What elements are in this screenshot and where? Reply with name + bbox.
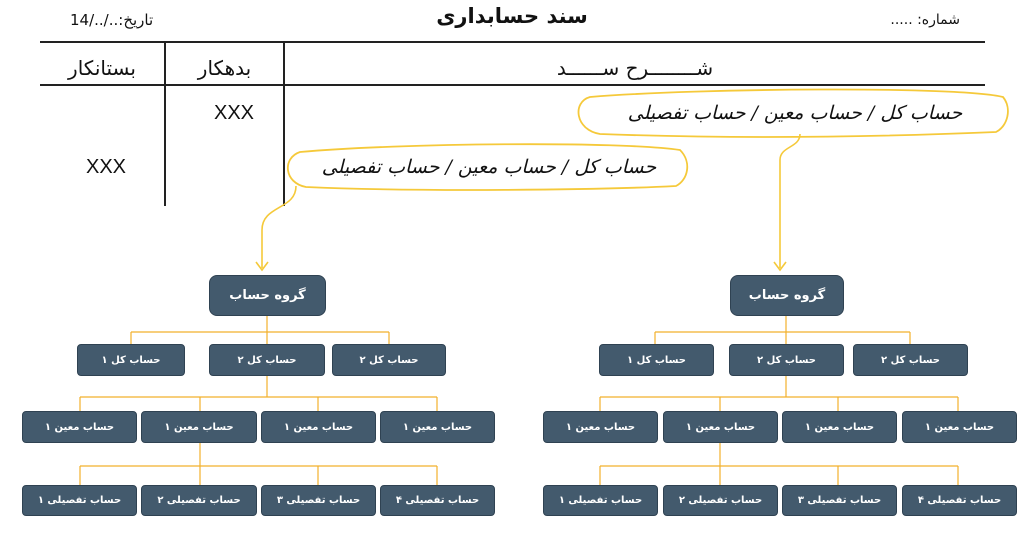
left-tree-detail-account: حساب تفصیلی ۱ (22, 485, 137, 516)
left-tree-subsidiary-account: حساب معین ۱ (22, 411, 137, 443)
right-tree-detail-account: حساب تفصیلی ۴ (902, 485, 1017, 516)
right-tree-detail-account: حساب تفصیلی ۱ (543, 485, 658, 516)
left-tree-detail-account: حساب تفصیلی ۴ (380, 485, 495, 516)
left-tree-general-account: حساب کل ۲ (209, 344, 325, 376)
right-tree-detail-account: حساب تفصیلی ۳ (782, 485, 897, 516)
right-tree-detail-account: حساب تفصیلی ۲ (663, 485, 778, 516)
document-number: شماره: ..... (890, 12, 960, 28)
left-tree-subsidiary-account: حساب معین ۱ (380, 411, 495, 443)
debit-amount: XXX (214, 102, 255, 124)
left-tree-general-account: حساب کل ۱ (77, 344, 185, 376)
right-tree-subsidiary-account: حساب معین ۱ (902, 411, 1017, 443)
left-tree-subsidiary-account: حساب معین ۱ (261, 411, 376, 443)
right-tree-general-account: حساب کل ۲ (853, 344, 968, 376)
credit-entry-text: حساب کل / حساب معین / حساب تفصیلی (321, 156, 657, 178)
document-title: سند حسابداری (436, 4, 588, 28)
left-tree-general-account: حساب کل ۲ (332, 344, 446, 376)
right-tree-root: گروه حساب (730, 275, 844, 316)
document-date: تاریخ:../../14 (70, 11, 154, 29)
right-tree-subsidiary-account: حساب معین ۱ (663, 411, 778, 443)
debit-column-header: بدهکار (197, 56, 252, 80)
left-tree-detail-account: حساب تفصیلی ۳ (261, 485, 376, 516)
right-tree-general-account: حساب کل ۲ (729, 344, 844, 376)
description-column-header: شــــــــرح ســــــد (556, 56, 714, 80)
left-tree-detail-account: حساب تفصیلی ۲ (141, 485, 257, 516)
credit-column-header: بستانکار (68, 56, 136, 80)
right-tree-subsidiary-account: حساب معین ۱ (543, 411, 658, 443)
left-tree-root: گروه حساب (209, 275, 326, 316)
right-tree-subsidiary-account: حساب معین ۱ (782, 411, 897, 443)
credit-amount: XXX (86, 156, 127, 178)
debit-entry-text: حساب کل / حساب معین / حساب تفصیلی (627, 102, 963, 124)
left-tree-subsidiary-account: حساب معین ۱ (141, 411, 257, 443)
right-tree-general-account: حساب کل ۱ (599, 344, 714, 376)
